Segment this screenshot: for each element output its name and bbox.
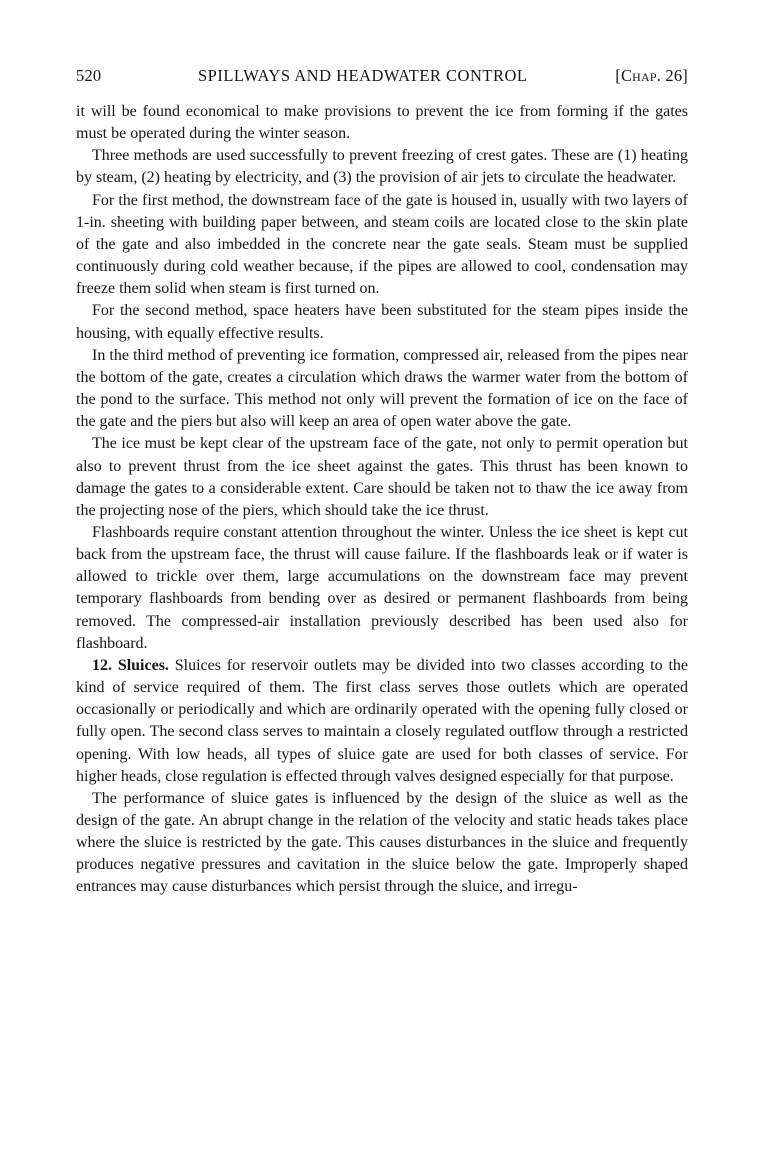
- chapter-bracket: [: [615, 66, 621, 85]
- paragraph-continued: it will be found economical to make provisions to prevent the ice from forming if the gates must be operated during the winter season.: [76, 103, 688, 143]
- running-header: [76, 66, 688, 88]
- chapter-number: 26]: [661, 66, 688, 85]
- paragraph-first-method: For the first method, the downstream face of the gate is housed in, usually with two layers of 1-in. sheeting with building paper between, and steam coils are located close to the skin plate of the gate and also imbedded in the concrete near the gate seals. Steam must be supplied continuously during cold weather because, if the pipes are allowed to cool, condensation may freeze them solid when steam is first turned on.: [76, 191, 688, 298]
- chapter-label: Chap.: [620, 66, 662, 85]
- page-number: 520: [76, 66, 102, 85]
- paragraph-sluices: [76, 655, 688, 788]
- chapter-reference: [615, 66, 688, 86]
- paragraph-third-method: In the third method of preventing ice formation, compressed air, released from the pipes near the bottom of the gate, creates a circulation which draws the warmer water from the bottom of the pond to the surface. This method not only will prevent the formation of ice on the face of the gate and the piers but also will keep an area of open water above the gate.: [76, 346, 688, 431]
- paragraph-three-methods: Three methods are used successfully to prevent freezing of crest gates. These are (1) heating by steam, (2) heating by electricity, and (3) the provision of air jets to circulate the headwater.: [76, 147, 688, 187]
- paragraph-flashboards: Flashboards require constant attention throughout the winter. Unless the ice sheet is kept cut back from the upstream face, the thrust will cause failure. If the flashboards leak or if water is allowed to trickle over them, large accumulations on the downstream face may prevent temporary flashboards from bending over as desired or permanent flashboards from being removed. The compressed-air installation previously described has been used also for flashboard.: [76, 523, 688, 652]
- paragraph-ice-thrust: The ice must be kept clear of the upstream face of the gate, not only to permit operation but also to prevent thrust from the ice sheet against the gates. This thrust has been known to damage the gates to a considerable extent. Care should be taken not to thaw the ice away from the projecting nose of the piers, which should take the ice thrust.: [76, 435, 688, 519]
- section-text: Sluices for reservoir outlets may be divided into two classes according to the kind of service required of them. The first class serves those outlets which are operated occasionally or periodically and which are ordinarily operated with the opening fully closed or fully open. The second class serves to maintain a closely regulated outflow through a restricted opening. With low heads, all types of sluice gate are used for both classes of service. For higher heads, close regulation is effected through valves designed especially for that purpose.: [76, 656, 688, 785]
- running-title: SPILLWAYS AND HEADWATER CONTROL: [198, 66, 528, 85]
- paragraph-second-method: For the second method, space heaters have been substituted for the steam pipes inside the housing, with equally effective results.: [76, 302, 688, 342]
- paragraph-performance: The performance of sluice gates is influenced by the design of the sluice as well as the design of the gate. An abrupt change in the relation of the velocity and static heads takes place where the sluice is restricted by the gate. This causes disturbances in the sluice and frequently produces negative pressures and cavitation in the sluice below the gate. Improperly shaped entrances may cause disturbances which persist through the sluice, and irregu-: [76, 789, 688, 896]
- section-heading: 12. Sluices.: [92, 656, 169, 674]
- page-body: [76, 101, 688, 899]
